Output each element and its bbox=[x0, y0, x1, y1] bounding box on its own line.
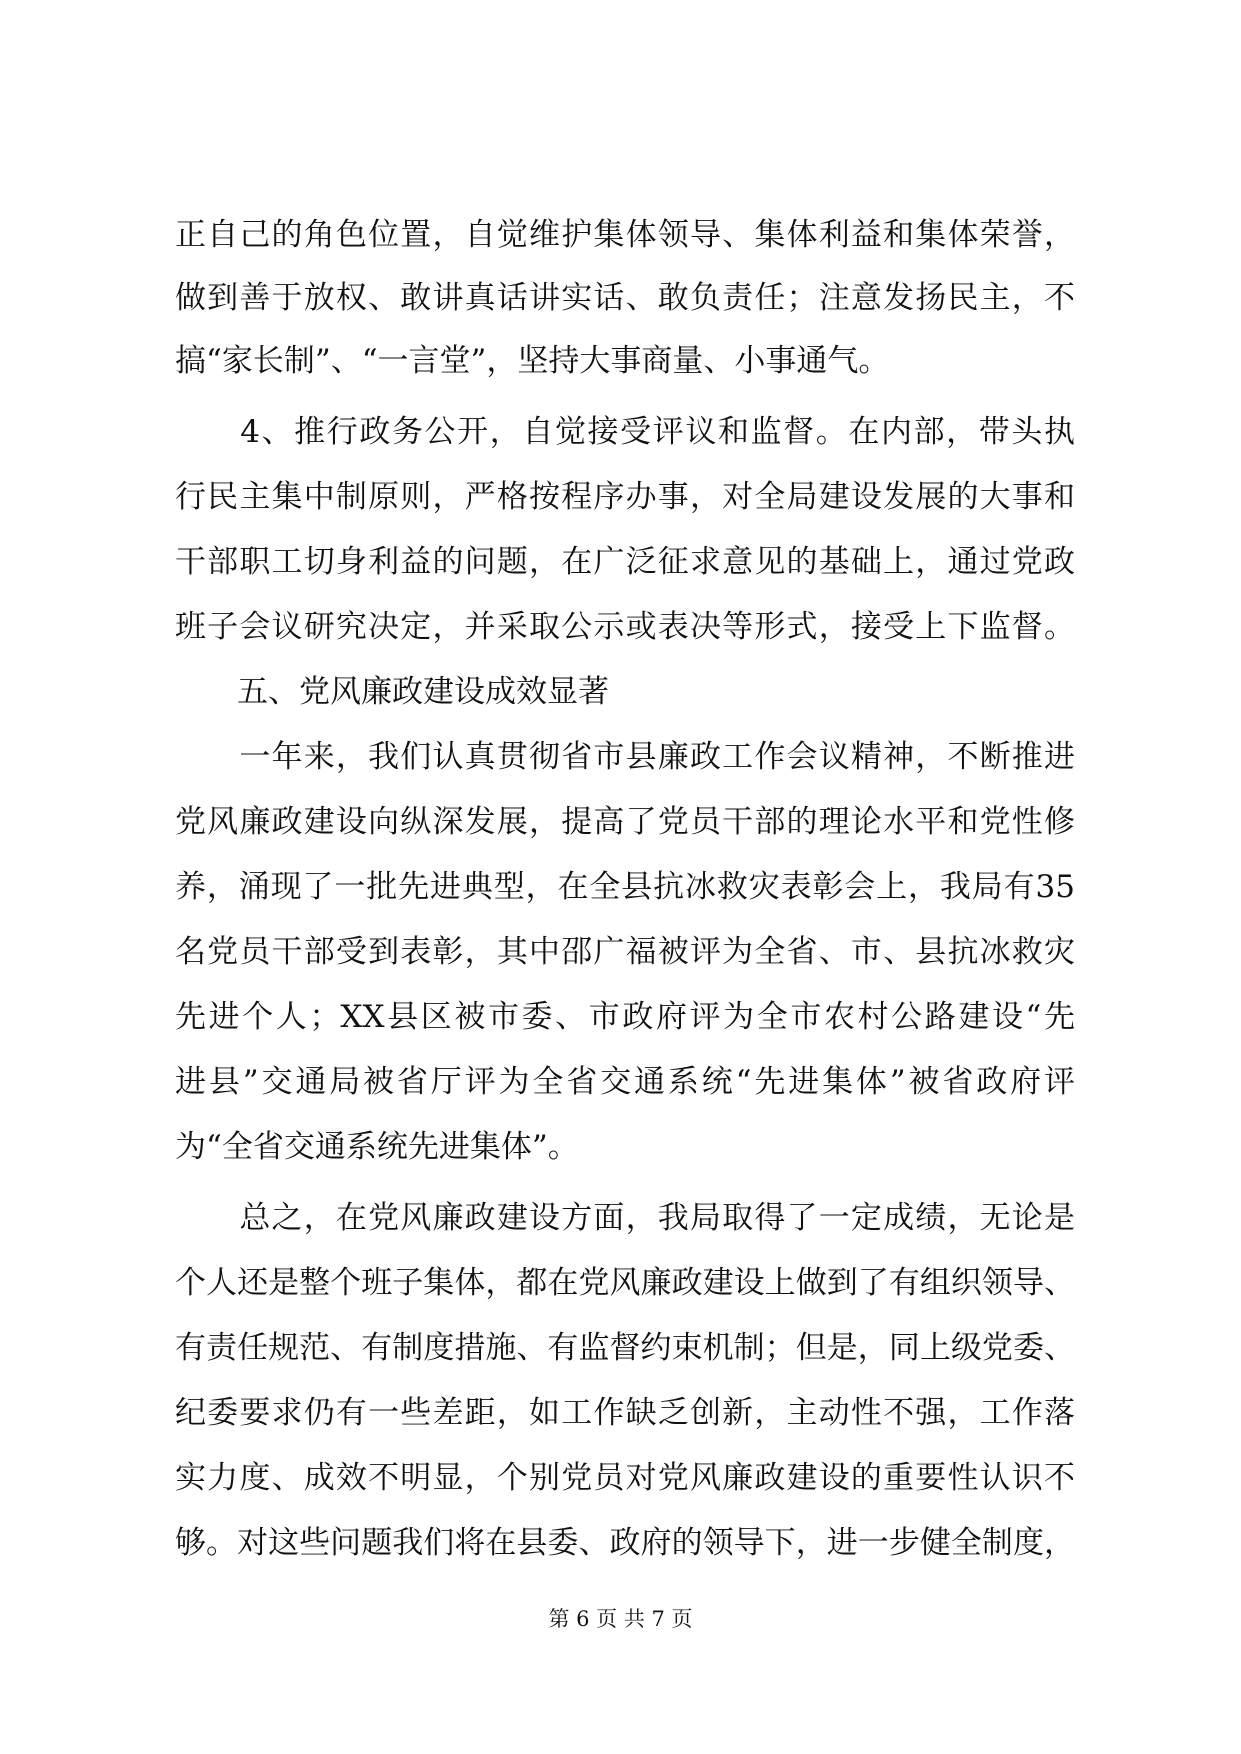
section-heading: 五、党风廉政建设成效显著 bbox=[175, 674, 609, 710]
text-line: 有责任规范、有制度措施、有监督约束机制；但是，同上级党委、 bbox=[175, 1330, 1075, 1366]
text-line: 个人还是整个班子集体，都在党风廉政建设上做到了有组织领导、 bbox=[175, 1265, 1075, 1301]
text-line: 干部职工切身利益的问题，在广泛征求意见的基础上，通过党政 bbox=[175, 544, 1075, 580]
text-line: 够。对这些问题我们将在县委、政府的领导下，进一步健全制度， bbox=[175, 1525, 1075, 1561]
text-line: 进县”交通局被省厅评为全省交通系统“先进集体”被省政府评 bbox=[175, 1064, 1075, 1100]
text-line: 养，涌现了一批先进典型，在全县抗冰救灾表彰会上，我局有35 bbox=[175, 869, 1075, 905]
text-line: 为“全省交通系统先进集体”。 bbox=[175, 1129, 579, 1165]
text-line: 搞“家长制”、“一言堂”，坚持大事商量、小事通气。 bbox=[175, 343, 890, 379]
text-line: 行民主集中制原则，严格按程序办事，对全局建设发展的大事和 bbox=[175, 479, 1075, 515]
text-line: 实力度、成效不明显，个别党员对党风廉政建设的重要性认识不 bbox=[175, 1460, 1075, 1496]
text-line: 党风廉政建设向纵深发展，提高了党员干部的理论水平和党性修 bbox=[175, 804, 1075, 840]
text-line: 纪委要求仍有一些差距，如工作缺乏创新，主动性不强，工作落 bbox=[175, 1395, 1075, 1431]
text-line: 一年来，我们认真贯彻省市县廉政工作会议精神，不断推进 bbox=[175, 739, 1075, 775]
text-line: 先进个人；XX县区被市委、市政府评为全市农村公路建设“先 bbox=[175, 999, 1075, 1035]
text-line: 4、推行政务公开，自觉接受评议和监督。在内部，带头执 bbox=[175, 414, 1075, 450]
text-line: 正自己的角色位置，自觉维护集体领导、集体利益和集体荣誉， bbox=[175, 217, 1075, 253]
text-line: 班子会议研究决定，并采取公示或表决等形式，接受上下监督。 bbox=[175, 609, 1075, 645]
page-number-footer: 第 6 页 共 7 页 bbox=[548, 1607, 693, 1631]
text-line: 做到善于放权、敢讲真话讲实话、敢负责任；注意发扬民主，不 bbox=[175, 280, 1075, 316]
text-line: 名党员干部受到表彰，其中邵广福被评为全省、市、县抗冰救灾 bbox=[175, 934, 1075, 970]
text-line: 总之，在党风廉政建设方面，我局取得了一定成绩，无论是 bbox=[175, 1200, 1075, 1236]
